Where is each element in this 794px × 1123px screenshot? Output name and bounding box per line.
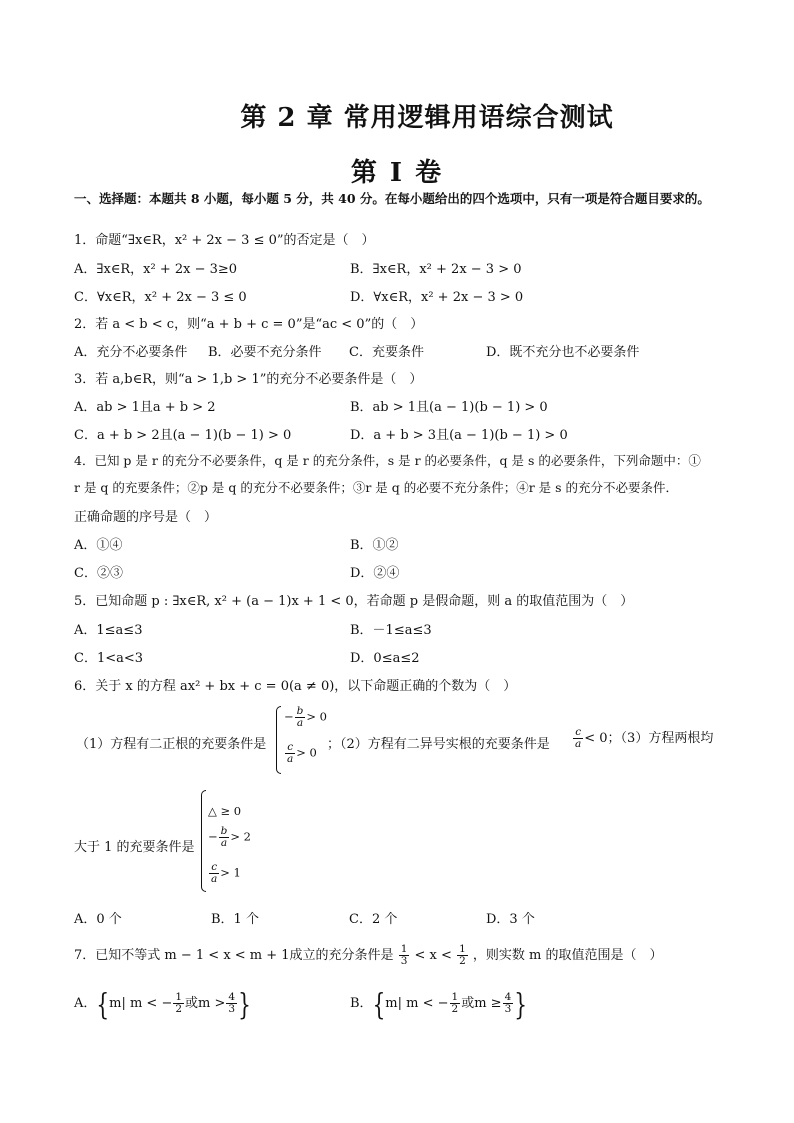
- q5-option-a: A．1≤a≤3: [74, 623, 143, 638]
- q3-option-a: A．ab > 1且a + b > 2: [74, 400, 216, 415]
- q6-system3-row3: $\frac{c}{a}$ > 1: [211, 861, 241, 885]
- q1-option-b: B．∃x∈R，x² + 2x − 3 > 0: [350, 262, 522, 277]
- q6-option-a: A．0 个: [74, 912, 122, 927]
- q1-stem: 1．命题“∃x∈R，x² + 2x − 3 ≤ 0”的否定是（ ）: [74, 233, 375, 248]
- q1-option-d: D．∀x∈R，x² + 2x − 3 > 0: [350, 290, 524, 305]
- q6-system3-row2: − $\frac{b}{a}$ > 2: [208, 825, 251, 849]
- q5-option-c: C．1<a<3: [74, 651, 144, 666]
- q6-stem: 6．关于 x 的方程 ax² + bx + c = 0(a ≠ 0)，以下命题正确的个数为（ ）: [74, 679, 517, 694]
- volume-title: 第 I 卷: [350, 158, 444, 188]
- q4-option-d: D．②④: [350, 566, 400, 581]
- q5-option-b: B．－1≤a≤3: [350, 623, 432, 638]
- q3-option-b: B．ab > 1且(a − 1)(b − 1) > 0: [350, 400, 548, 415]
- q4-line2: r 是 q 的充要条件；②p 是 q 的充分不必要条件；③r 是 q 的必要不充分条件；④r 是 s 的充分不必要条件．: [74, 480, 679, 495]
- q3-option-d: D．a + b > 3且(a − 1)(b − 1) > 0: [350, 428, 568, 443]
- q5-option-d: D．0≤a≤2: [350, 651, 420, 666]
- q6-system1-row2: $\frac{c}{a}$ > 0: [287, 741, 317, 765]
- brace-left-1: [276, 706, 281, 774]
- q7-option-b: B．{m| m < − $\frac{1}{2}$ 或m ≥ $\frac{4}{3}$ }: [350, 985, 527, 1022]
- q4-option-c: C．②③: [74, 566, 123, 581]
- q7-option-a: A．{m| m < − $\frac{1}{2}$ 或m > $\frac{4}{3}$ }: [74, 985, 251, 1022]
- q6-part3: 大于 1 的充要条件是: [74, 840, 195, 855]
- q4-option-a: A．①④: [74, 538, 123, 553]
- brace-left-3: [201, 790, 206, 892]
- q3-option-c: C．a + b > 2且(a − 1)(b − 1) > 0: [74, 428, 292, 443]
- q4-option-b: B．①②: [350, 538, 399, 553]
- page-title: 第 2 章 常用逻辑用语综合测试: [240, 103, 614, 133]
- q6-system3-row1: △ ≥ 0: [208, 804, 242, 818]
- q6-part2-cond: $\frac{c}{a}$ < 0；（3）方程两根均: [575, 726, 714, 750]
- q7-stem: 7．已知不等式 m − 1 < x < m + 1成立的充分条件是 $\frac{1}{3}$ < x < $\frac{1}{2}$ ，则实数 m 的取值范围是（ ）: [74, 943, 663, 967]
- q3-stem: 3．若 a,b∈R，则“a > 1,b > 1”的充分不必要条件是（ ）: [74, 372, 423, 387]
- q4-line1: 4．已知 p 是 r 的充分不必要条件，q 是 r 的充分条件，s 是 r 的必要条件，q 是 s 的必要条件，下列命题中：①: [74, 453, 701, 468]
- q6-system1-row1: − $\frac{b}{a}$ > 0: [284, 705, 327, 729]
- q2-option-b: B．必要不充分条件: [208, 345, 322, 360]
- q2-option-d: D．既不充分也不必要条件: [486, 345, 640, 360]
- q2-stem: 2．若 a < b < c，则“a + b + c = 0”是“ac < 0”的（ ）: [74, 317, 424, 332]
- section-intro: 一、选择题：本题共 8 小题，每小题 5 分，共 40 分。在每小题给出的四个选项中，只有一项是符合题目要求的。: [74, 191, 710, 206]
- q2-option-c: C．充要条件: [349, 345, 424, 360]
- q1-option-c: C．∀x∈R，x² + 2x − 3 ≤ 0: [74, 290, 247, 305]
- q6-option-d: D．3 个: [486, 912, 535, 927]
- q6-part2: ；（2）方程有二异号实根的充要条件是: [327, 737, 550, 752]
- q6-option-b: B．1 个: [211, 912, 259, 927]
- q6-part1: （1）方程有二正根的充要条件是: [76, 737, 267, 752]
- q4-line3: 正确命题的序号是（ ）: [74, 510, 218, 525]
- q6-option-c: C．2 个: [349, 912, 398, 927]
- q5-stem: 5．已知命题 p : ∃x∈R, x² + (a − 1)x + 1 < 0，若命题 p 是假命题，则 a 的取值范围为（ ）: [74, 594, 634, 609]
- q2-option-a: A．充分不必要条件: [74, 345, 188, 360]
- q1-option-a: A．∃x∈R，x² + 2x − 3≥0: [74, 262, 238, 277]
